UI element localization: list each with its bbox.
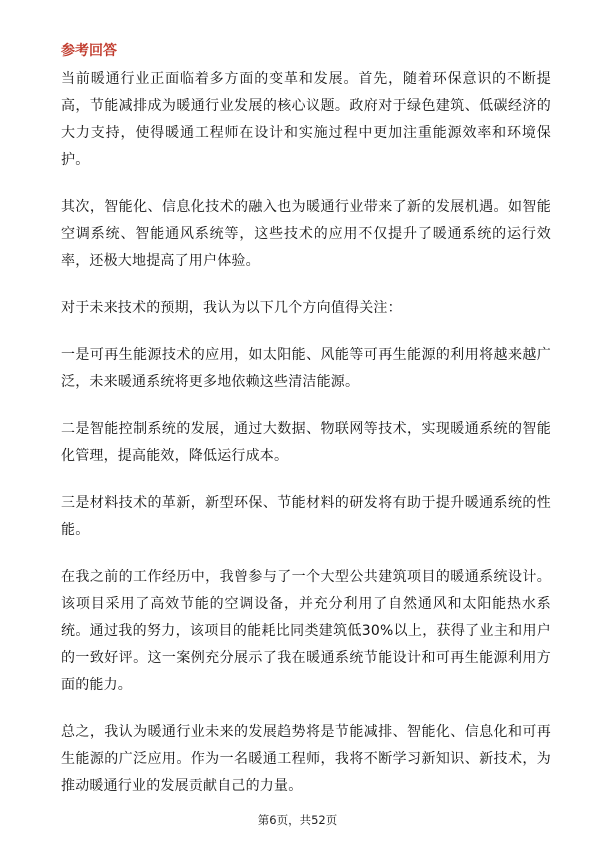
paragraph-future-expectations: 对于未来技术的预期，我认为以下几个方向值得关注： <box>61 300 402 316</box>
paragraph-renewable-energy: 一是可再生能源技术的应用，如太阳能、风能等可再生能源的利用将越来越广泛，未来暖通系统将更多地依赖这些清洁能源。 <box>61 347 551 390</box>
paragraph-work-experience: 在我之前的工作经历中，我曾参与了一个大型公共建筑项目的暖通系统设计。该项目采用了高效节能的空调设备，并充分利用了自然通风和太阳能热水系统。通过我的努力，该项目的能耗比同类建筑低30%以上，获得了业主和用户的一致好评。这一案例充分展示了我在暖通系统节能设计和可再生能源利用方面的能力。 <box>61 569 551 693</box>
paragraph-industry-changes: 当前暖通行业正面临着多方面的变革和发展。首先，随着环保意识的不断提高，节能减排成为暖通行业发展的核心议题。政府对于绿色建筑、低碳经济的大力支持，使得暖通工程师在设计和实施过程中更加注重能源效率和环境保护。 <box>61 71 551 168</box>
paragraph-smart-control: 二是智能控制系统的发展，通过大数据、物联网等技术，实现暖通系统的智能化管理，提高能效，降低运行成本。 <box>61 421 551 464</box>
document-body <box>61 40 551 820</box>
paragraph-materials: 三是材料技术的革新，新型环保、节能材料的研发将有助于提升暖通系统的性能。 <box>61 495 551 538</box>
paragraph-conclusion: 总之，我认为暖通行业未来的发展趋势将是节能减排、智能化、信息化和可再生能源的广泛应用。作为一名暖通工程师，我将不断学习新知识、新技术，为推动暖通行业的发展贡献自己的力量。 <box>61 724 551 794</box>
page-number: 第6页，共52页 <box>257 813 338 827</box>
section-heading: 参考回答 <box>61 43 117 59</box>
paragraph-smart-tech: 其次，智能化、信息化技术的融入也为暖通行业带来了新的发展机遇。如智能空调系统、智能通风系统等，这些技术的应用不仅提升了暖通系统的运行效率，还极大地提高了用户体验。 <box>61 199 551 269</box>
